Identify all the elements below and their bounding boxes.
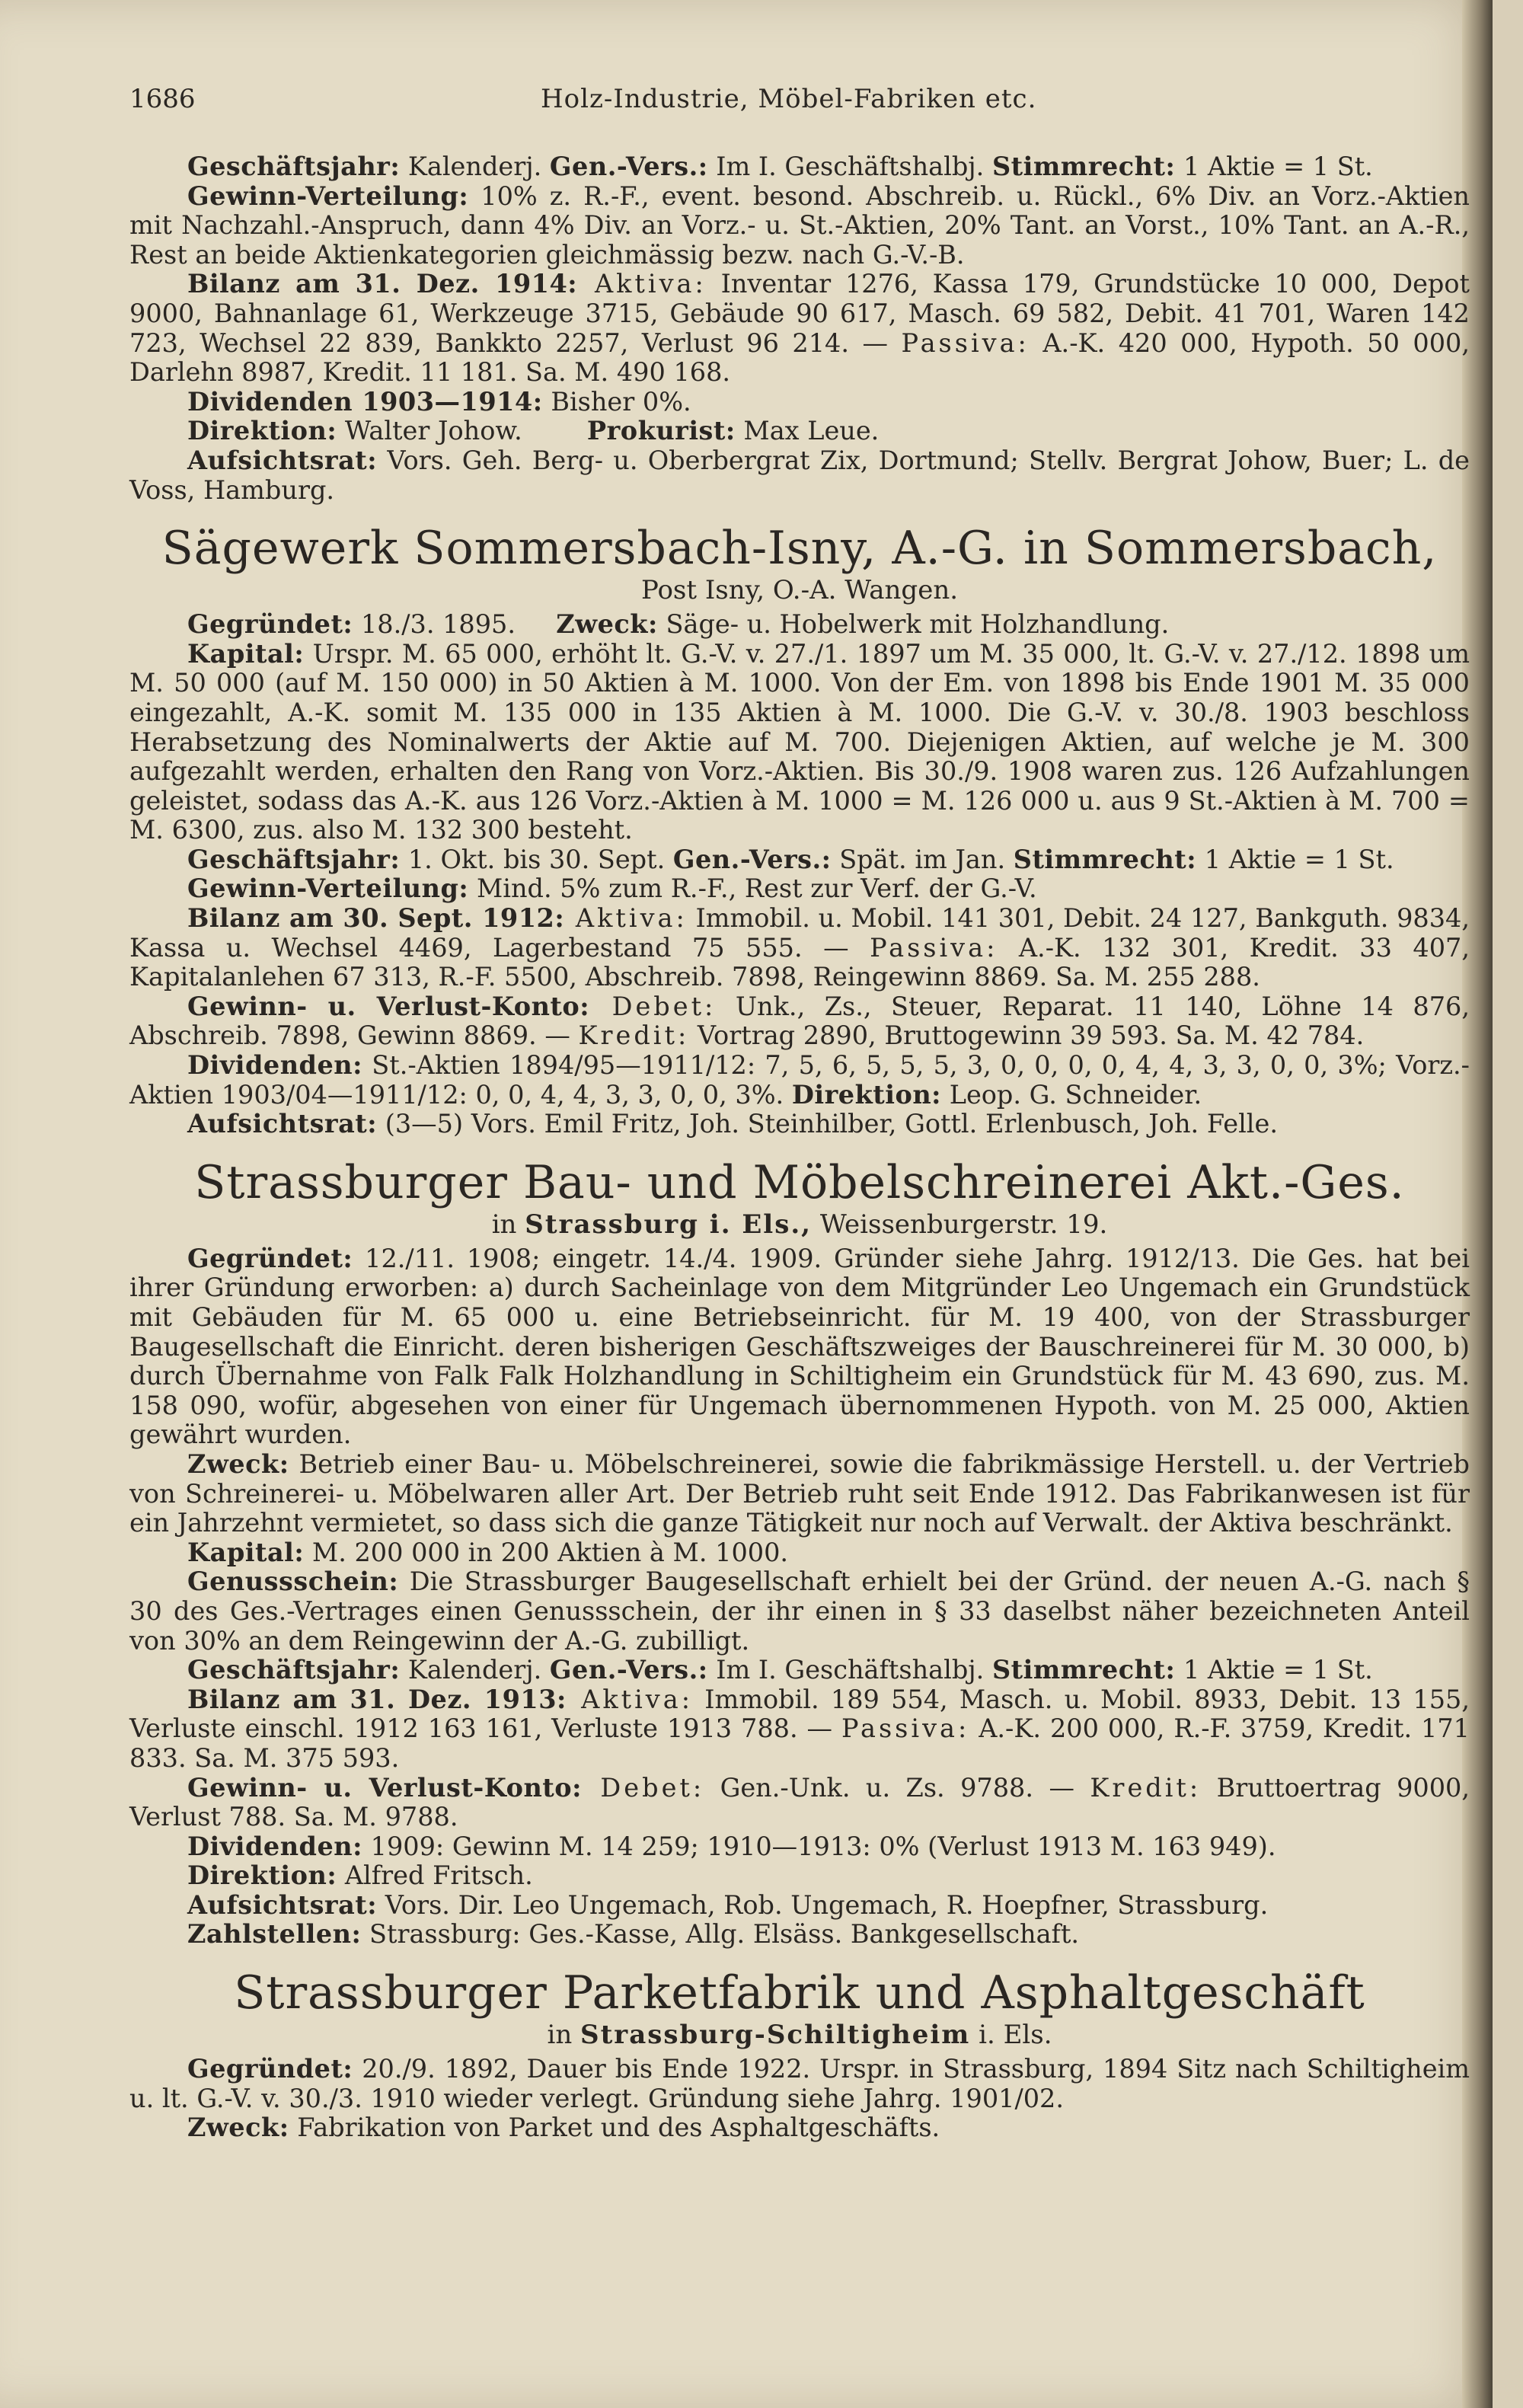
b1-geschaeftsjahr: Geschäftsjahr: Kalenderj. Gen.-Vers.: Im I. Geschäftshalbj. Stimmrecht: 1 Aktie = 1 St.	[187, 152, 1373, 181]
b3-gewinn-verlust: Gewinn- u. Verlust-Konto: Debet: Gen.-Unk. u. Zs. 9788. — Kredit: Bruttoertrag 9000, Verlust 788. Sa. M. 9788.	[129, 1772, 1470, 1832]
b3-dividenden: Dividenden: 1909: Gewinn M. 14 259; 1910—1913: 0% (Verlust 1913 M. 163 949).	[187, 1831, 1276, 1861]
b2-gewinn-verlust: Gewinn- u. Verlust-Konto: Debet: Unk., Zs., Steuer, Reparat. 11 140, Löhne 14 876, Abschreib. 7898, Gewinn 8869. — Kredit: Vortrag 2890, Bruttogewinn 39 593. Sa. M. 42 784.	[129, 991, 1470, 1051]
b2-geschaeftsjahr: Geschäftsjahr: 1. Okt. bis 30. Sept. Gen.-Vers.: Spät. im Jan. Stimmrecht: 1 Aktie = 1 St.	[187, 844, 1394, 874]
b3-kapital: Kapital: M. 200 000 in 200 Aktien à M. 1000.	[187, 1537, 789, 1567]
b4-subtitle: in Strassburg-Schiltigheim i. Els.	[547, 2020, 1052, 2051]
page-header	[129, 84, 1470, 122]
b3-bilanz: Bilanz am 31. Dez. 1913: Aktiva: Immobil. 189 554, Masch. u. Mobil. 8933, Debit. 13 155, Verluste einschl. 1912 163 161, Verluste 1913 788. — Passiva: A.-K. 200 000, R.-F. 3759, Kredit. 171 833. Sa. M. 375 593.	[129, 1684, 1470, 1773]
b1-aufsichtsrat: Aufsichtsrat: Vors. Geh. Berg- u. Oberbergrat Zix, Dortmund; Stellv. Bergrat Johow, Buer; L. de Voss, Hamburg.	[129, 445, 1470, 505]
b1-bilanz: Bilanz am 31. Dez. 1914: Aktiva: Inventar 1276, Kassa 179, Grundstücke 10 000, Depot 9000, Bahnanlage 61, Werkzeuge 3715, Gebäude 90 617, Masch. 69 582, Debit. 41 701, Waren 142 723, Wechsel 22 839, Bankkto 2257, Verlust 96 214. — Passiva: A.-K. 420 000, Hypoth. 50 000, Darlehn 8987, Kredit. 11 181. Sa. M. 490 168.	[129, 269, 1470, 388]
b2-aufsichtsrat: Aufsichtsrat: (3—5) Vors. Emil Fritz, Joh. Steinhilber, Gottl. Erlenbusch, Joh. Felle.	[187, 1109, 1278, 1139]
b1-gewinn-verteilung: Gewinn-Verteilung: 10% z. R.-F., event. besond. Abschreib. u. Rückl., 6% Div. an Vorz.-Aktien mit Nachzahl.-Anspruch, dann 4% Div. an Vorz.- u. St.-Aktien, 20% Tant. an Vorst., 10% Tant. an A.-R., Rest an beide Aktienkategorien gleichmässig bezw. nach G.-V.-B.	[129, 180, 1470, 270]
b3-geschaeftsjahr: Geschäftsjahr: Kalenderj. Gen.-Vers.: Im I. Geschäftshalbj. Stimmrecht: 1 Aktie = 1 St.	[187, 1655, 1373, 1685]
b3-subtitle: in Strassburg i. Els., Weissenburgerstr. 19.	[491, 1209, 1108, 1240]
b2-bilanz: Bilanz am 30. Sept. 1912: Aktiva: Immobil. u. Mobil. 141 301, Debit. 24 127, Bankguth. 9834, Kassa u. Wechsel 4469, Lagerbestand 75 555. — Passiva: A.-K. 132 301, Kredit. 33 407, Kapitalanlehen 67 313, R.-F. 5500, Abschreib. 7898, Reingewinn 8869. Sa. M. 255 288.	[129, 903, 1470, 992]
b3-aufsichtsrat: Aufsichtsrat: Vors. Dir. Leo Ungemach, Rob. Ungemach, R. Hoepfner, Strassburg.	[187, 1889, 1269, 1920]
b2-gewinn-verteilung: Gewinn-Verteilung: Mind. 5% zum R.-F., Rest zur Verf. der G.-V.	[187, 873, 1037, 904]
running-title: Holz-Industrie, Möbel-Fabriken etc.	[541, 84, 1037, 114]
b3-zweck: Zweck: Betrieb einer Bau- u. Möbelschreinerei, sowie die fabrikmässige Herstell. u. der Vertrieb von Schreinerei- u. Möbelwaren aller Art. Der Betrieb ruht seit Ende 1912. Das Fabrikanwesen ist für ein Jahrzehnt vermietet, so dass sich die ganze Tätigkeit nur noch auf Verwalt. der Aktiva beschränkt.	[129, 1448, 1470, 1538]
b4-gegruendet: Gegründet: 20./9. 1892, Dauer bis Ende 1922. Urspr. in Strassburg, 1894 Sitz nach Schiltigheim u. lt. G.-V. v. 30./3. 1910 wieder verlegt. Gründung siehe Jahrg. 1901/02.	[129, 2054, 1470, 2113]
b3-gegruendet: Gegründet: 12./11. 1908; eingetr. 14./4. 1909. Gründer siehe Jahrg. 1912/13. Die Ges. hat bei ihrer Gründung erworben: a) durch Sacheinlage von dem Mitgründer Leo Ungemach ein Grundstück mit Gebäuden für M. 65 000 u. eine Betriebseinricht. für M. 19 400, von der Strassburger Baugesellschaft die Einricht. deren bisherigen Geschäftszweiges der Bauschreinerei für M. 30 000, b) durch Übernahme von Falk Falk Holzhandlung in Schiltigheim ein Grundstück für M. 43 690, zus. M. 158 090, wofür, abgesehen von einer für Ungemach übernommenen Hypoth. von M. 25 000, Aktien gewährt wurden.	[129, 1243, 1470, 1450]
b2-dividenden: Dividenden: St.-Aktien 1894/95—1911/12: 7, 5, 6, 5, 5, 5, 3, 0, 0, 0, 0, 4, 4, 3, 3, 0, 0, 3%; Vorz.-Aktien 1903/04—1911/12: 0, 0, 4, 4, 3, 3, 0, 0, 3%. Direktion: Leop. G. Schneider.	[129, 1050, 1470, 1110]
b3-title: Strassburger Bau- und Möbelschreinerei Akt.-Ges.	[194, 1155, 1405, 1209]
b4-zweck: Zweck: Fabrikation von Parket und des Asphaltgeschäfts.	[187, 2113, 940, 2143]
page-number: 1686	[129, 84, 196, 114]
b3-zahlstellen: Zahlstellen: Strassburg: Ges.-Kasse, Allg. Elsäss. Bankgesellschaft.	[187, 1919, 1080, 1950]
b2-gegruendet: Gegründet: 18./3. 1895. Zweck: Säge- u. Hobelwerk mit Holzhandlung.	[187, 609, 1170, 640]
page-content	[129, 152, 1470, 2143]
b3-direktion: Direktion: Alfred Fritsch.	[187, 1860, 533, 1891]
b1-dividenden: Dividenden 1903—1914: Bisher 0%.	[187, 386, 691, 417]
b3-genussschein: Genussschein: Die Strassburger Baugesellschaft erhielt bei der Gründ. der neuen A.-G. nach § 30 des Ges.-Vertrages einen Genussschein, der ihr einen in § 33 daselbst näher bezeichneten Anteil von 30% an dem Reingewinn der A.-G. zubilligt.	[129, 1566, 1470, 1656]
b1-direktion: Direktion: Walter Johow. Prokurist: Max Leue.	[187, 416, 880, 446]
b2-subtitle: Post Isny, O.-A. Wangen.	[640, 575, 959, 606]
b2-title: Sägewerk Sommersbach-Isny, A.-G. in Sommersbach,	[161, 522, 1438, 576]
b4-title: Strassburger Parketfabrik und Asphaltgeschäft	[234, 1966, 1365, 2020]
b2-kapital: Kapital: Urspr. M. 65 000, erhöht lt. G.-V. v. 27./1. 1897 um M. 35 000, lt. G.-V. v. 27./12. 1898 um M. 50 000 (auf M. 150 000) in 50 Aktien à M. 1000. Von der Em. von 1898 bis Ende 1901 M. 35 000 eingezahlt, A.-K. somit M. 135 000 in 135 Aktien à M. 1000. Die G.-V. v. 30./8. 1903 beschloss Herabsetzung des Nominalwerts der Aktie auf M. 700. Diejenigen Aktien, auf welche je M. 300 aufgezahlt werden, erhalten den Rang von Vorz.-Aktien. Bis 30./9. 1908 waren zus. 126 Aufzahlungen geleistet, sodass das A.-K. aus 126 Vorz.-Aktien à M. 1000 = M. 126 000 u. aus 9 St.-Aktien à M. 700 = M. 6300, zus. also M. 132 300 besteht.	[129, 638, 1470, 845]
